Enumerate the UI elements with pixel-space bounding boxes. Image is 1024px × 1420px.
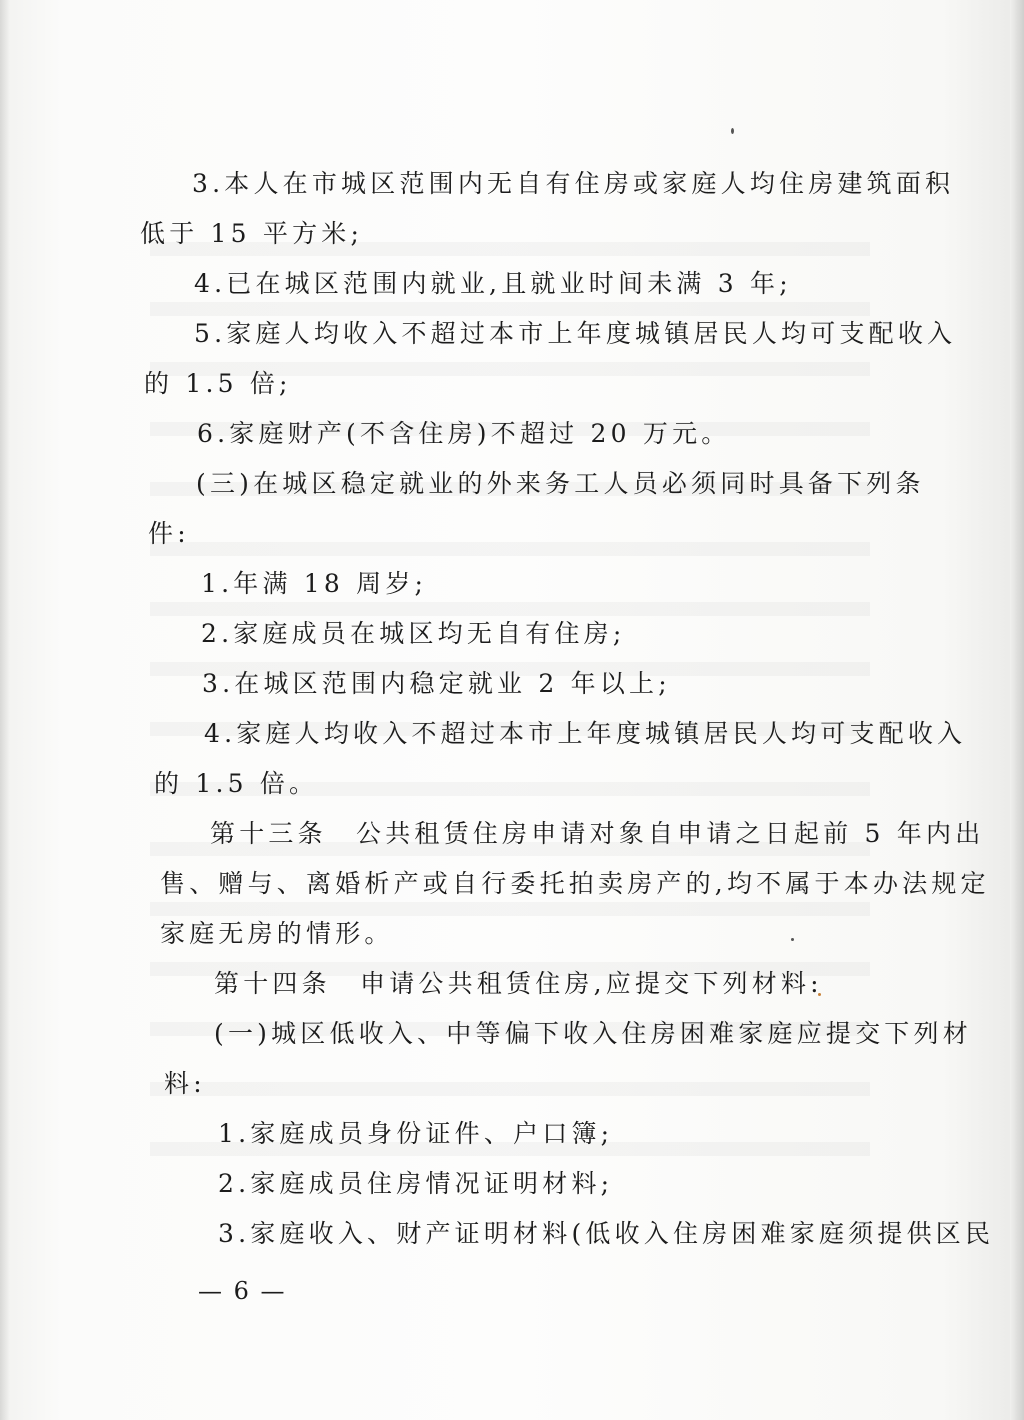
text-line: 4.家庭人均收入不超过本市上年度城镇居民人均可支配收入 bbox=[204, 719, 967, 748]
text-line: 第十四条 申请公共租赁住房,应提交下列材料: bbox=[214, 969, 823, 998]
text-line: 3.本人在市城区范围内无自有住房或家庭人均住房建筑面积 bbox=[192, 169, 955, 198]
text-line: 1.年满 18 周岁; bbox=[201, 569, 428, 598]
scan-edge-left bbox=[0, 0, 10, 1420]
scan-speck bbox=[791, 938, 794, 941]
text-line: 家庭无房的情形。 bbox=[160, 919, 394, 948]
text-line: (一)城区低收入、中等偏下收入住房困难家庭应提交下列材 bbox=[214, 1019, 972, 1048]
text-line: 3.家庭收入、财产证明材料(低收入住房困难家庭须提供区民 bbox=[218, 1219, 995, 1248]
scan-edge-right bbox=[1010, 0, 1024, 1420]
text-line: (三)在城区稳定就业的外来务工人员必须同时具备下列条 bbox=[196, 469, 925, 498]
text-line: 6.家庭财产(不含住房)不超过 20 万元。 bbox=[197, 419, 731, 448]
text-line: 料: bbox=[164, 1069, 206, 1098]
text-line: 第十三条 公共租赁住房申请对象自申请之日起前 5 年内出 bbox=[210, 819, 985, 848]
page-number: — 6 — bbox=[198, 1277, 287, 1305]
show-through-bleed bbox=[150, 200, 870, 1200]
text-line: 2.家庭成员住房情况证明材料; bbox=[218, 1169, 614, 1198]
text-line: 的 1.5 倍。 bbox=[154, 769, 319, 798]
text-line: 5.家庭人均收入不超过本市上年度城镇居民人均可支配收入 bbox=[194, 319, 957, 348]
text-line: 件: bbox=[148, 519, 190, 548]
text-line: 低于 15 平方米; bbox=[140, 219, 364, 248]
text-line: 2.家庭成员在城区均无自有住房; bbox=[201, 619, 626, 648]
text-line: 售、赠与、离婚析产或自行委托拍卖房产的,均不属于本办法规定 bbox=[160, 869, 990, 898]
text-line: 3.在城区范围内稳定就业 2 年以上; bbox=[202, 669, 671, 698]
scan-speck bbox=[731, 128, 734, 134]
text-line: 1.家庭成员身份证件、户口簿; bbox=[218, 1119, 614, 1148]
text-line: 4.已在城区范围内就业,且就业时间未满 3 年; bbox=[194, 269, 792, 298]
text-line: 的 1.5 倍; bbox=[144, 369, 292, 398]
